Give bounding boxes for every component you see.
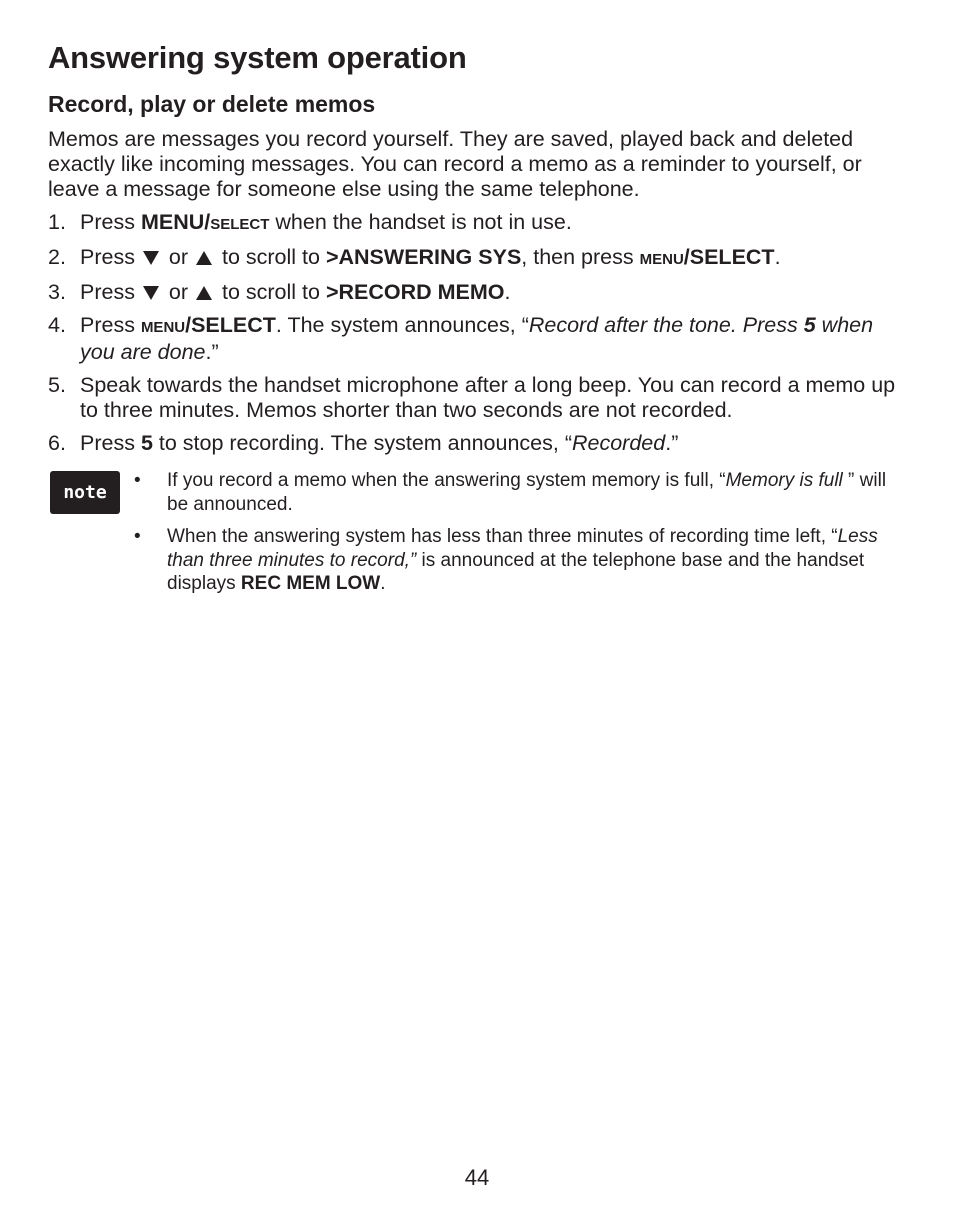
step-text: or <box>162 245 195 269</box>
key-5: 5 <box>140 431 153 455</box>
steps-list <box>48 210 908 464</box>
step-text: . The system announces, “ <box>275 313 529 337</box>
menu-key-smallcaps: MENU <box>140 319 186 336</box>
announcement-text: Memory is full <box>725 470 843 491</box>
menu-key-smallcaps: MENU <box>639 251 684 268</box>
step-4 <box>48 313 908 365</box>
step-text: .” <box>665 431 679 455</box>
announcement-text: when you are done <box>80 313 874 364</box>
step-1 <box>48 210 908 237</box>
down-arrow-icon <box>143 251 159 265</box>
menu-option: >RECORD MEMO <box>325 280 505 304</box>
note-text: is announced at the telephone base and the handset displays <box>167 549 865 594</box>
menu-select-key: MENU/ <box>140 210 211 234</box>
step-number: 3. <box>48 280 66 304</box>
step-number: 5. <box>48 373 66 397</box>
bullet: • <box>134 526 141 547</box>
step-text: .” <box>205 340 219 364</box>
up-arrow-icon <box>196 251 212 265</box>
down-arrow-icon <box>143 286 159 300</box>
step-5 <box>48 373 908 423</box>
step-text: Press <box>80 210 141 234</box>
step-2 <box>48 245 908 272</box>
announcement-text: Less than three minutes to record,” <box>167 526 878 571</box>
step-number: 1. <box>48 210 66 234</box>
step-text: to stop recording. The system announces, “ <box>152 431 572 455</box>
step-text: Press <box>80 313 141 337</box>
page-title: Answering system operation <box>48 40 467 75</box>
step-text: Press <box>80 280 141 304</box>
up-arrow-icon <box>196 286 212 300</box>
step-text: to scroll to <box>216 280 326 304</box>
intro-paragraph: Memos are messages you record yourself. They are saved, played back and deleted exactly like incoming messages. You can record a memo as a reminder to yourself, or leave a message for someone else using the same telephone. <box>48 127 862 201</box>
note-item <box>134 525 894 596</box>
menu-option: >ANSWERING SYS <box>325 245 522 269</box>
key-5: 5 <box>803 313 816 337</box>
step-text: Press <box>80 245 141 269</box>
step-number: 4. <box>48 313 66 337</box>
step-text: Press <box>80 431 141 455</box>
step-text: or <box>162 280 195 304</box>
note-item <box>134 469 894 516</box>
step-text: . <box>774 245 781 269</box>
bullet: • <box>134 470 141 491</box>
display-text: REC MEM LOW <box>240 573 381 594</box>
step-number: 2. <box>48 245 66 269</box>
announcement-text: Record after the tone. Press <box>528 313 804 337</box>
step-text: , then press <box>521 245 640 269</box>
note-text: ” will be announced. <box>167 470 887 515</box>
section-title: Record, play or delete memos <box>48 91 376 117</box>
step-3 <box>48 280 908 305</box>
step-text: to scroll to <box>216 245 326 269</box>
note-badge: note <box>50 471 120 514</box>
page-number: 44 <box>464 1165 490 1190</box>
note-text: When the answering system has less than three minutes of recording time left, “ <box>167 526 838 547</box>
step-text: Speak towards the handset microphone after a long beep. You can record a memo up to three minutes. Memos shorter than two seconds are not recorded. <box>80 373 896 422</box>
step-text: . <box>504 280 511 304</box>
step-6 <box>48 431 908 456</box>
notes-list <box>134 469 894 605</box>
announcement-text: Recorded <box>571 431 666 455</box>
note-text: . <box>380 573 386 594</box>
step-number: 6. <box>48 431 66 455</box>
select-key: /SELECT <box>683 245 775 269</box>
step-text: when the handset is not in use. <box>269 210 572 234</box>
select-key: /SELECT <box>185 313 276 337</box>
note-text: If you record a memo when the answering system memory is full, “ <box>167 470 726 491</box>
select-key-smallcaps: SELECT <box>210 216 270 233</box>
